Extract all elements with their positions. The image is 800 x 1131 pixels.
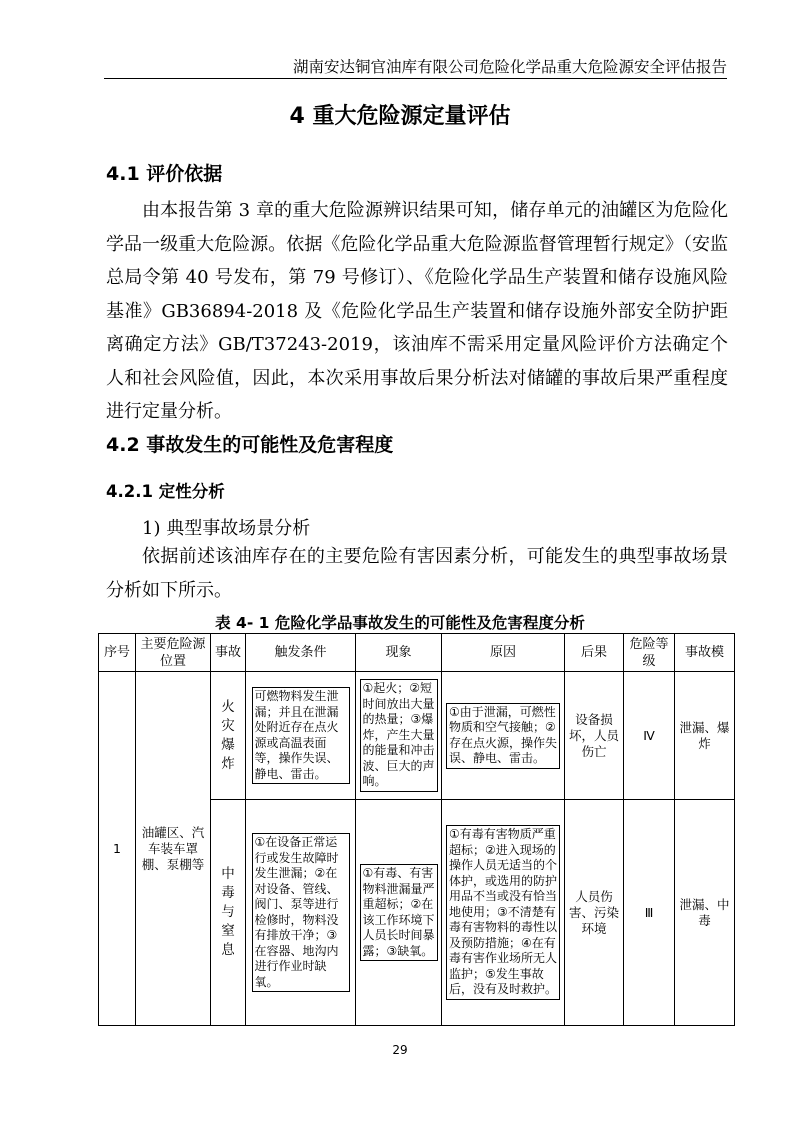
table-caption: 表 4- 1 危险化学品事故发生的可能性及危害程度分析 [215,614,585,632]
header-no: 序号 [99,634,136,672]
phenomenon-fire: ①起火；②短时间放出大量的热量；③爆炸，产生大量的能量和冲击波、巨大的声响。 [356,672,442,800]
consequence-fire: 设备损坏，人员伤亡 [565,672,624,800]
chapter-title: 4 重大危险源定量评估 [289,104,511,129]
section-4-1-paragraph: 由本报告第 3 章的重大危险源辨识结果可知，储存单元的油罐区为危险化学品一级重大危险源。依据《危险化学品重大危险源监督管理暂行规定》（安监总局令第 40 号发布，第 79 号修订）、《危险化学品生产装置和储存设施风险基准》GB36894-2018 及《危险化学品生产装置和储存设施外部安全防护距离确定方法》GB/T37243-2019，该油库不需采用定量风险评价方法确定个人和社会风险值，因此，本次采用事故后果分析法对储罐的事故后果严重程度进行定量分析。 [106,200,728,422]
level-poison: Ⅲ [624,800,675,1026]
header-cause: 原因 [442,634,565,672]
section-4-2-heading: 4.2 事故发生的可能性及危害程度 [106,434,394,456]
mode-fire: 泄漏、爆炸 [675,672,735,800]
header-phenomenon: 现象 [356,634,442,672]
consequence-poison: 人员伤害、污染环境 [565,800,624,1026]
phenomenon-poison: ①有毒、有害物料泄漏量严重超标；②在该工作环境下人员长时间暴露；③缺氧。 [356,800,442,1026]
page-number: 29 [392,1043,408,1057]
header-consequence: 后果 [565,634,624,672]
hazard-location: 油罐区、汽车装车罩棚、泵棚等 [136,672,211,1026]
list-item-1: 1) 典型事故场景分析 [142,518,311,539]
section-4-2-paragraph: 依据前述该油库存在的主要危险有害因素分析，可能发生的典型事故场景分析如下所示。 [106,546,728,601]
cause-poison: ①有毒有害物质严重超标；②进入现场的操作人员无适当的个体护，或选用的防护用品不当或没有恰当地使用；③不清楚有毒有害物料的毒性以及预防措施；④在有毒有害作业场所无人监护；⑤发生事故后，没有及时救护。 [442,800,565,1026]
section-4-1-heading: 4.1 评价依据 [106,163,223,185]
risk-analysis-table [98,633,735,1026]
header-mode: 事故模 [675,634,735,672]
header-location: 主要危险源位置 [136,634,211,672]
accident-type-poison: 中毒与窒息 [211,800,246,1026]
mode-poison: 泄漏、中毒 [675,800,735,1026]
table-header-row [99,634,735,672]
table-row [99,672,735,800]
header-accident: 事故 [211,634,246,672]
section-4-2-1-heading: 4.2.1 定性分析 [106,482,225,501]
level-fire: Ⅳ [624,672,675,800]
header-divider [104,78,727,79]
header-level: 危险等级 [624,634,675,672]
cause-fire: ①由于泄漏，可燃性物质和空气接触；②存在点火源，操作失误、静电、雷击。 [442,672,565,800]
running-header-title: 湖南安达铜官油库有限公司危险化学品重大危险源安全评估报告 [292,58,727,76]
accident-type-fire: 火灾爆炸 [211,672,246,800]
row-number: 1 [99,672,136,1026]
trigger-condition-poison: ①在设备正常运行或发生故障时发生泄漏；②在对设备、管线、阀门、泵等进行检修时，物料没有排放干净；③在容器、地沟内进行作业时缺氧。 [246,800,356,1026]
trigger-condition-fire: 可燃物料发生泄漏；并且在泄漏处附近存在点火源或高温表面等，操作失误、静电、雷击。 [246,672,356,800]
header-trigger: 触发条件 [246,634,356,672]
